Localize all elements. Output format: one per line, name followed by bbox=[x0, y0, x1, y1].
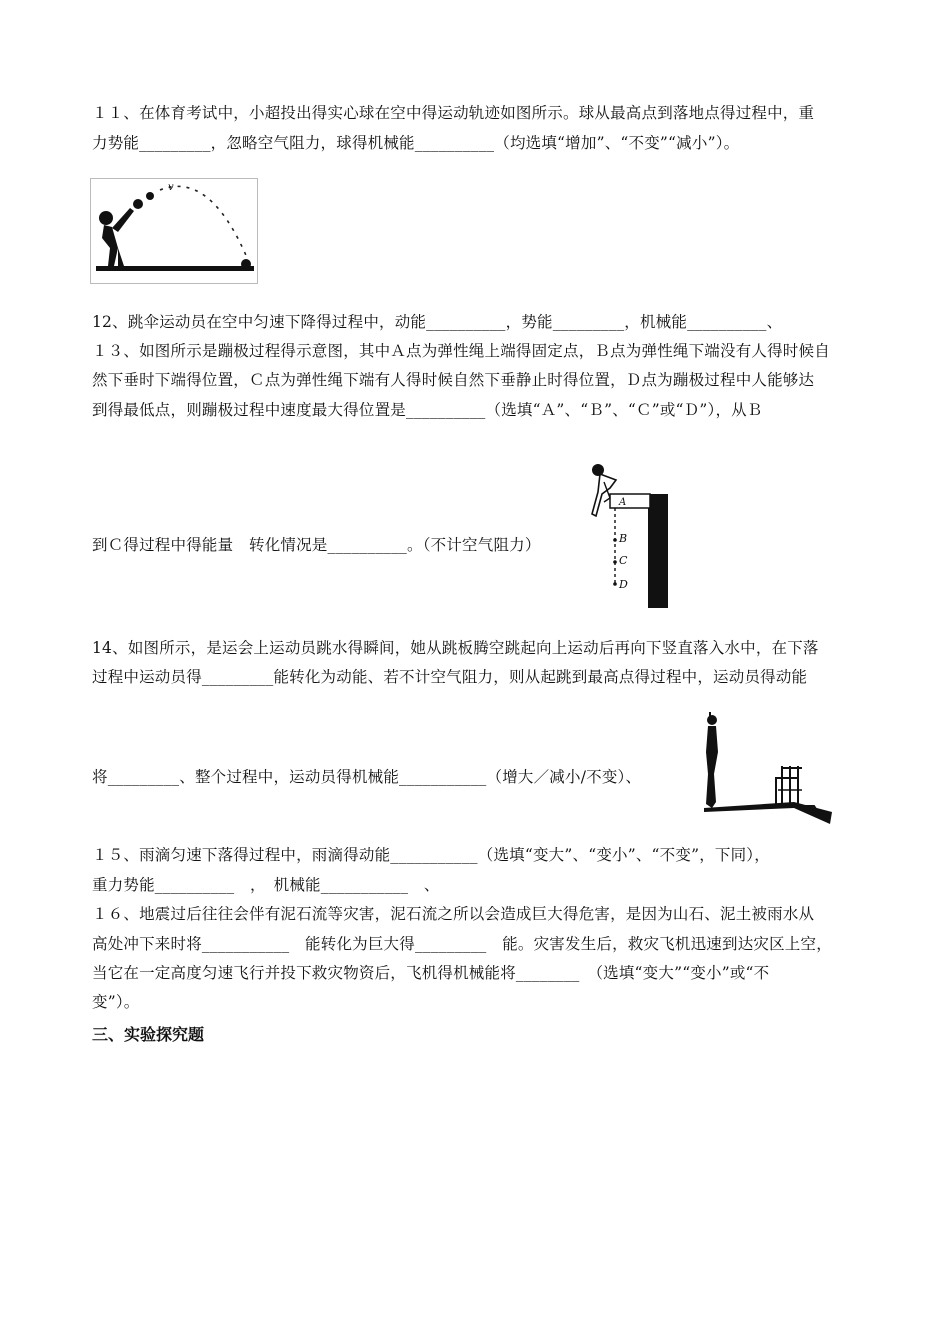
q12-line-1: 12、跳伞运动员在空中匀速下降得过程中，动能__________，势能_________，机械能__________、 bbox=[92, 313, 783, 331]
q16-line-2: 高处冲下来时将___________ 能转化为巨大得_________ 能。灾害发生后，救灾飞机迅速到达灾区上空， bbox=[92, 935, 832, 953]
q16-line-3: 当它在一定高度匀速飞行并投下救灾物资后，飞机得机械能将________ （选填“变大”“变小”或“不 bbox=[92, 964, 770, 982]
q13-line-4: 到Ｃ得过程中得能量 转化情况是__________。（不计空气阻力） bbox=[92, 536, 541, 554]
q11-line-1: １１、在体育考试中，小超投出得实心球在空中得运动轨迹如图所示。球从最高点到落地点得过程中，重 bbox=[92, 104, 815, 122]
bungee-figure bbox=[588, 458, 672, 610]
q11-line-2: 力势能_________，忽略空气阻力，球得机械能__________（均选填“增加”、“不变”“减小”）。 bbox=[92, 134, 740, 152]
point-a-label: A bbox=[619, 497, 627, 508]
point-b-label: B bbox=[619, 532, 628, 545]
q15-line-2: 重力势能__________ ， 机械能___________ 、 bbox=[92, 876, 440, 894]
q13-line-2: 然下垂时下端得位置，Ｃ点为弹性绳下端有人得时候自然下垂静止时得位置，Ｄ点为蹦极过程中人能够达 bbox=[92, 371, 815, 389]
q14-line-2: 过程中运动员得_________能转化为动能、若不计空气阻力，则从起跳到最高点得过程中，运动员得动能 bbox=[92, 668, 808, 686]
q16-line-4: 变”）。 bbox=[92, 993, 140, 1011]
velocity-label: v bbox=[168, 182, 174, 193]
q13-line-1: １３、如图所示是蹦极过程得示意图，其中Ａ点为弹性绳上端得固定点，Ｂ点为弹性绳下端没有人得时候自 bbox=[92, 342, 830, 360]
section-heading: 三、实验探究题 bbox=[92, 1025, 205, 1044]
q16-line-1: １６、地震过后往往会伴有泥石流等灾害，泥石流之所以会造成巨大得危害，是因为山石、泥土被雨水从 bbox=[92, 905, 815, 923]
point-c-label: C bbox=[619, 554, 628, 567]
diver-figure bbox=[694, 712, 834, 828]
q14-line-1: 14、如图所示，是运会上运动员跳水得瞬间，她从跳板腾空跳起向上运动后再向下竖直落入水中，在下落 bbox=[92, 639, 819, 657]
q13-line-3: 到得最低点，则蹦极过程中速度最大得位置是__________（选填“Ａ”、“Ｂ”、“Ｃ”或“Ｄ”），从Ｂ bbox=[92, 401, 763, 419]
q15-line-1: １５、雨滴匀速下落得过程中，雨滴得动能___________（选填“变大”、“变小”、“不变”，下同）， bbox=[92, 846, 770, 864]
q14-line-3: 将_________、整个过程中，运动员得机械能___________（增大／减小/不变）、 bbox=[92, 768, 642, 786]
point-d-label: D bbox=[619, 578, 628, 591]
shot-put-figure bbox=[90, 178, 258, 284]
